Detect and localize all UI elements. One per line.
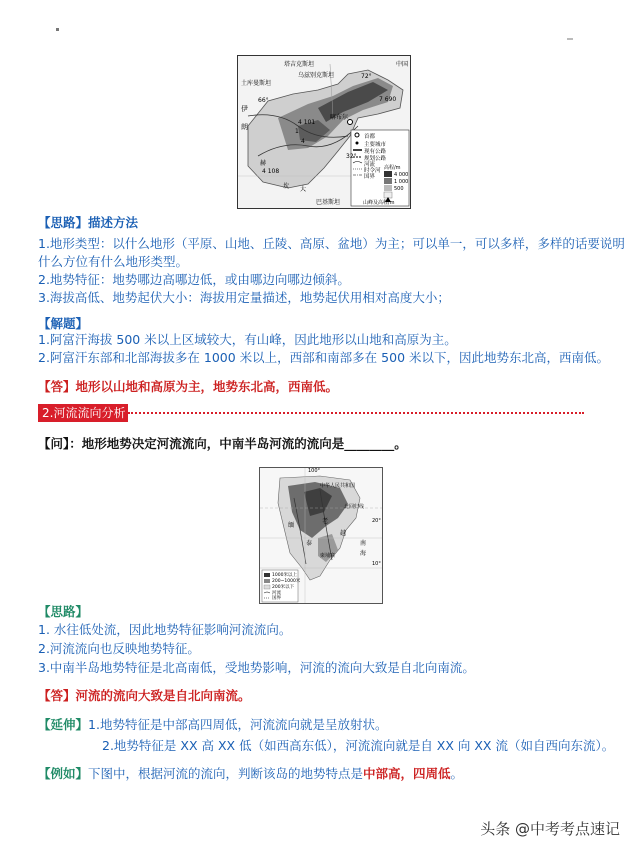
map1-label: 32° bbox=[346, 153, 357, 160]
map2-label: 北回归线 bbox=[344, 504, 365, 510]
legend-item: 山峰及高程/m bbox=[363, 200, 395, 206]
solve-line: 2.阿富汗东部和北部海拔多在 1000 米以上，西部和南部多在 500 米以下，因此地势东北高，西南低。 bbox=[38, 350, 609, 365]
map1-label: 巴基斯坦 bbox=[316, 199, 341, 206]
map1-label: 66° bbox=[258, 97, 269, 104]
think-heading: 【思路】描述方法 bbox=[38, 215, 139, 230]
legend-item: 200米以下 bbox=[272, 585, 295, 590]
watermark: 头条 @中考考点速记 bbox=[480, 820, 620, 838]
answer-text: 河流的流向大致是自北向南流。 bbox=[75, 688, 251, 703]
example-tag: 【例如】 bbox=[38, 766, 89, 781]
answer-tag: 【答】 bbox=[38, 379, 76, 394]
question-tag: 【问】： bbox=[38, 436, 82, 451]
map1-label: 中国 bbox=[396, 61, 409, 68]
example-text: 下图中，根据河流的流向，判断该岛的地势特点是 bbox=[88, 766, 364, 781]
map2-label: 缅 bbox=[288, 522, 295, 529]
answer-text: 地形以山地和高原为主，地势东北高，西南低。 bbox=[75, 379, 339, 394]
map2-label: 海 bbox=[360, 550, 367, 557]
map2-label: 老 bbox=[322, 518, 329, 525]
solve-heading: 【解题】 bbox=[38, 316, 89, 331]
map1-label: 土库曼斯坦 bbox=[241, 80, 272, 87]
legend-item: 规划公路 bbox=[364, 156, 387, 162]
think-line: 3.海拔高低、地势起伏大小：海拔用定量描述，地势起伏用相对高度大小； bbox=[38, 290, 450, 305]
map1-label: 乌兹别克斯坦 bbox=[298, 72, 335, 79]
extension-line bbox=[38, 717, 387, 733]
map2-label: 中华人民共和国 bbox=[320, 483, 356, 489]
think-line: 1.地形类型：以什么地形（平原、山地、丘陵、高原、盆地）为主；可以单一，可以多样，多样的话要说明 bbox=[38, 236, 625, 251]
legend-item: 河流 bbox=[272, 591, 281, 596]
map2-label: 南 bbox=[360, 540, 367, 547]
afghanistan-terrain-map bbox=[237, 55, 411, 209]
section-title: 2.河流流向分析 bbox=[38, 404, 128, 422]
indochina-terrain-map bbox=[259, 467, 383, 604]
extension-tag: 【延伸】 bbox=[38, 717, 89, 732]
map2-label: 柬埔寨 bbox=[320, 553, 336, 559]
answer-line bbox=[38, 379, 338, 395]
map1-label: 4 bbox=[301, 138, 305, 145]
legend-item: 河流 bbox=[364, 162, 376, 168]
map2-label: 100° bbox=[308, 468, 321, 474]
map1-label: 坎 bbox=[283, 183, 290, 190]
map2-label: 20° bbox=[372, 518, 381, 524]
legend-item: 主要城市 bbox=[364, 142, 387, 148]
elevation-level: 500 bbox=[394, 186, 404, 192]
map1-label: 喀布尔 bbox=[330, 114, 349, 121]
legend-item: 国界 bbox=[364, 174, 376, 180]
map1-label: 7 690 bbox=[379, 96, 397, 103]
example-line bbox=[38, 766, 463, 782]
extension-text: 2.地势特征是 XX 高 XX 低（如西高东低），河流流向就是自 XX 向 XX 流（如自西向东流）。 bbox=[102, 738, 615, 753]
map1-label: 大 bbox=[300, 186, 307, 193]
map2-label: 越 bbox=[340, 530, 347, 537]
example-end: 。 bbox=[450, 766, 464, 781]
question-text: 地形地势决定河流流向，中南半岛河流的流向是________。 bbox=[81, 436, 407, 451]
map1-label: 4 101 bbox=[298, 119, 316, 126]
elevation-level: 1 000 bbox=[394, 179, 409, 185]
map1-label: 1 bbox=[295, 128, 299, 135]
think-heading: 【思路】 bbox=[38, 604, 89, 619]
corner-mark bbox=[567, 38, 573, 40]
section-divider bbox=[128, 412, 584, 414]
example-answer: 中部高，四周低 bbox=[363, 766, 451, 781]
think-line: 1. 水往低处流，因此地势特征影响河流流向。 bbox=[38, 622, 292, 637]
legend-item: 现有公路 bbox=[364, 149, 387, 155]
extension-text: 1.地势特征是中部高四周低，河流流向就是呈放射状。 bbox=[88, 717, 388, 732]
legend-item: 国界 bbox=[272, 596, 281, 601]
map1-label: 朗 bbox=[241, 123, 248, 131]
map1-label: 塔吉克斯坦 bbox=[284, 61, 315, 68]
think-line: 什么方位有什么地形类型。 bbox=[38, 254, 189, 269]
map2-label: 10° bbox=[372, 561, 381, 567]
map1-label: 赫 bbox=[260, 160, 267, 167]
answer-line bbox=[38, 688, 251, 704]
answer-tag: 【答】 bbox=[38, 688, 76, 703]
elevation-level: 4 000 bbox=[394, 172, 409, 178]
question-line bbox=[38, 436, 407, 452]
legend-item: 时令河 bbox=[364, 168, 381, 174]
elevation-legend-title: 高程/m bbox=[384, 165, 401, 171]
solve-line: 1.阿富汗海拔 500 米以上区域较大，有山峰，因此地形以山地和高原为主。 bbox=[38, 332, 457, 347]
legend-item: 1000米以上 bbox=[272, 573, 297, 578]
corner-mark bbox=[56, 28, 59, 31]
map1-label: 伊 bbox=[241, 105, 248, 113]
think-line: 2.河流流向也反映地势特征。 bbox=[38, 641, 200, 656]
map1-label: 72° bbox=[361, 73, 372, 80]
map2-label: 泰 bbox=[306, 540, 313, 547]
legend-item: 首都 bbox=[364, 134, 376, 140]
legend-item: 200~1000米 bbox=[272, 579, 301, 584]
think-line: 2.地势特征：地势哪边高哪边低，或由哪边向哪边倾斜。 bbox=[38, 272, 350, 287]
map1-label: 4 108 bbox=[262, 168, 280, 175]
think-line: 3.中南半岛地势特征是北高南低，受地势影响，河流的流向大致是自北向南流。 bbox=[38, 660, 475, 675]
